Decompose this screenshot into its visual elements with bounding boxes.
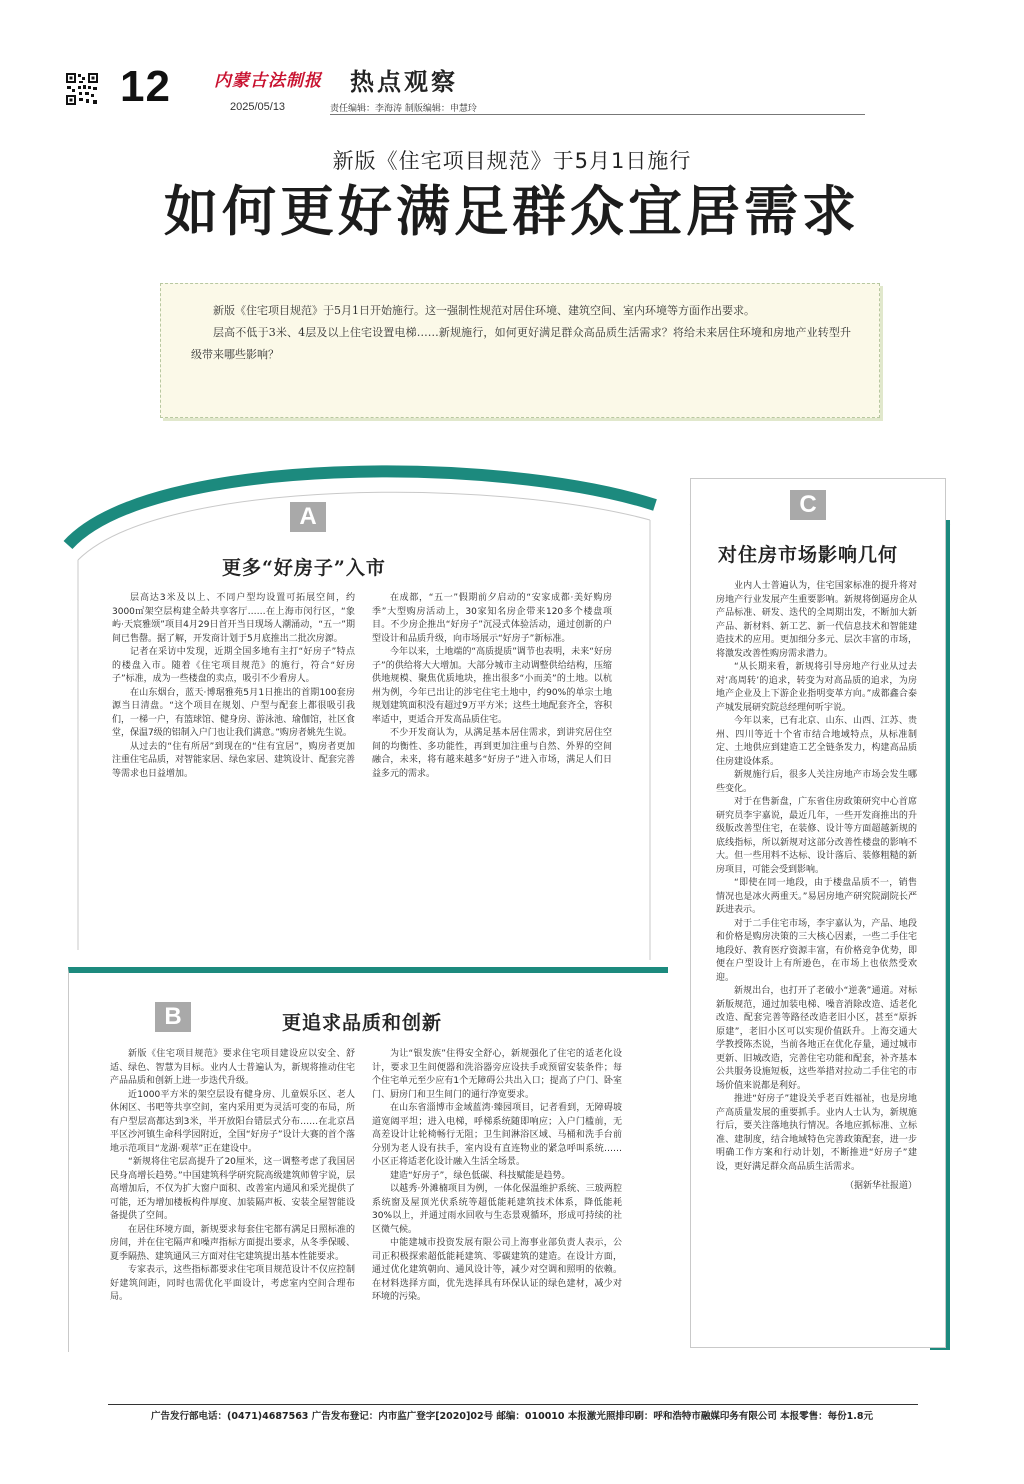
paragraph: 以越秀·外滩楠项目为例，一体化保温维护系统、三玻两腔系统窗及屋顶光伏系统等超低能耗建筑技术体系，降低能耗30%以上，并通过雨水回收与生态景观循环，形成可持续的社区微气候。 <box>372 1184 622 1235</box>
paragraph: “即使在同一地段，由于楼盘品质不一，销售情况也是冰火两重天。”易居房地产研究院副院长严跃进表示。 <box>716 878 917 915</box>
paragraph: “新规将住宅层高提升了20厘米，这一调整考虑了我国居民身高增长趋势。”中国建筑科学研究院高级建筑师曾宇说，层高增加后，不仅为扩大窗户面积、改善室内通风和采光提供了可能，还为增加楼板构件厚度、加装隔声板、安装全屋智能设备提供了空间。 <box>110 1157 355 1221</box>
footer-rule <box>108 1404 918 1405</box>
newspaper-name: 内蒙古法制报 <box>214 71 322 91</box>
section-b-letter: B <box>155 1002 191 1032</box>
qr-code-icon <box>65 72 99 106</box>
paragraph: 在成都，“五一”假期前夕启动的“安家成都·美好购房季”大型购房活动上，30家知名房企带来120多个楼盘项目。不少房企推出“好房子”沉浸式体验活动，通过创新的户型设计和品质升级，向市场展示“好房子”新标准。 <box>372 593 612 644</box>
paragraph: 不少开发商认为，从满足基本居住需求，到讲究居住空间的均衡性、多功能性，再到更加注重与自然、外界的空间融合，未来，将有越来越多“好房子”进入市场，满足人们日益多元的需求。 <box>372 728 612 779</box>
editors-line: 责任编辑：李海涛 制版编辑：申慧玲 <box>330 104 477 114</box>
paragraph: 从过去的“住有所居”到现在的“住有宜居”，购房者更加注重住宅品质，对智能家居、绿色家居、建筑设计、配套完善等需求也日益增加。 <box>112 741 356 779</box>
paragraph: 新规出台，也打开了老破小“逆袭”通道。对标新版规范，通过加装电梯、噪音消除改造、适老化改造、配套完善等路径改造老旧小区，甚至“原拆原建”，老旧小区可以实现价值跃升。上海交通大学教授陈杰说，当前各地正在优化存量，通过城市更新、旧城改造，完善住宅功能和配套，补齐基本公共服务设施短板，这些举措对拉动二手住宅的市场价值来说都是利好。 <box>716 986 917 1091</box>
paragraph: 今年以来，已有北京、山东、山西、江苏、贵州、四川等近十个省市结合地域特点，从标准制定、土地供应到建造工艺全链条发力，构建高品质住房建设体系。 <box>716 716 917 767</box>
paragraph: 中能建城市投资发展有限公司上海事业部负责人表示，公司正积极探索超低能耗建筑、零碳建筑的建造。在设计方面，通过优化建筑朝向、通风设计等，减少对空调和照明的依赖。在材料选择方面，优先选择具有环保认证的绿色建材，减少对环境的污染。 <box>372 1238 622 1302</box>
paragraph: 新规施行后，很多人关注房地产市场会发生哪些变化。 <box>716 770 917 794</box>
paragraph: “从长期来看，新规将引导房地产行业从过去对‘高周转’的追求，转变为对高品质的追求，为房地产企业及上下游企业指明变革方向。”成都鑫合泰产城发展研究院总经理何听宇说。 <box>716 662 917 713</box>
section-c-column <box>716 580 917 1194</box>
paragraph: 记者在采访中发现，近期全国多地有主打“好房子”特点的楼盘入市。随着《住宅项目规范》的施行，符合“好房子”标准，成为一些楼盘的卖点，吸引不少看房人。 <box>112 647 355 684</box>
paragraph: 近1000平方米的架空层设有健身房、儿童娱乐区、老人休闲区、书吧等共享空间，室内采用更为灵活可变的布局，所有户型层高都达到3米，半开放阳台错层式分布……在北京昌平区沙河镇生命科学园附近，全国“好房子”设计大赛的首个落地示范项目“龙湖·观萃”正在建设中。 <box>110 1089 355 1154</box>
paragraph: 推进“好房子”建设关乎老百姓福祉，也是房地产高质量发展的重要抓手。业内人士认为，新规施行后，要关注落地执行情况。各地应抓标准、立标准、建制度，结合地域特色完善政策配套，进一步明确工作方案和行动计划，不断推进“好房子”建设，更好满足群众高品质生活需求。 <box>716 1094 917 1172</box>
page-number: 12 <box>120 62 171 111</box>
section-a-title: 更多“好房子”入市 <box>222 557 386 579</box>
lead-paragraph: 层高不低于3米、4层及以上住宅设置电梯……新规施行，如何更好满足群众高品质生活需求？将给未来居住环境和房地产业转型升级带来哪些影响？ <box>191 326 851 361</box>
section-c-letter: C <box>790 490 826 520</box>
paragraph: 业内人士普遍认为，住宅国家标准的提升将对房地产行业发展产生重要影响。新规将倒逼房企从产品标准、研发、迭代的全周期出发，不断加大新产品、新材料、新工艺、新一代信息技术和智能建造技术的应用。更加细分多元、层次丰富的市场，将激发改善性购房需求潜力。 <box>716 581 917 659</box>
issue-date: 2025/05/13 <box>230 101 286 113</box>
paragraph: 建造“好房子”，绿色低碳、科技赋能是趋势。 <box>390 1170 571 1181</box>
section-name: 热点观察 <box>350 67 458 96</box>
section-b-column-2 <box>372 1048 622 1305</box>
paragraph: 对于二手住宅市场，李宇嘉认为，产品、地段和价格是购房决策的三大核心因素，一些二手住宅地段好、教育医疗资源丰富，有价格竞争优势，即便在户型设计上有所逊色，在市场上也依然受欢迎。 <box>716 918 917 983</box>
paragraph: 层高达3米及以上、不同户型均设置可拓展空间，约3000㎡架空层构建全龄共享客厅……在上海市闵行区，“象屿·天宸雅颂”项目4月29日首开当日现场人潮涌动，“五一”期间已售罄。据了解，开发商计划于5月底推出二批次房源。 <box>112 593 355 644</box>
lead-box <box>160 283 880 418</box>
section-b-title: 更追求品质和创新 <box>282 1012 443 1034</box>
footer-info: 广告发行部电话：(0471)4687563 广告发布登记：内市监广登字[2020]02号 邮编：010010 本报激光照排印刷：呼和浩特市融媒印务有限公司 本报零售：每份1.8元 <box>151 1411 873 1422</box>
section-c-title: 对住房市场影响几何 <box>718 544 899 566</box>
section-a-letter: A <box>290 502 326 532</box>
paragraph: 在山东烟台，蓝天·博琚雅苑5月1日推出的首期100套房源当日清盘。“这个项目在规划、户型与配套上都很吸引我们，一梯一户，有篮球馆、健身房、游泳池、瑜伽馆，社区食堂，保温7级的铝制入户门也让我们满意。”购房者姚先生说。 <box>112 687 356 738</box>
section-a-column-2 <box>372 592 612 781</box>
paragraph: 新版《住宅项目规范》要求住宅项目建设应以安全、舒适、绿色、智慧为目标。业内人士普遍认为，新规将推动住宅产品品质和创新上进一步迭代升级。 <box>110 1049 355 1086</box>
paragraph: 为让“银发族”住得安全舒心，新规强化了住宅的适老化设计，要求卫生间便器和洗浴器旁应设扶手或预留安装条件；每个住宅单元至少应有1个无障碍公共出入口；提高了户门、卧室门、厨房门和卫生间门的通行净宽要求。 <box>372 1049 622 1100</box>
paragraph: 今年以来，土地端的“高质提质”调节也表明，未来“好房子”的供给将大大增加。大部分城市主动调整供给结构，压缩供地规模、聚焦优质地块，推出很多“小而美”的土地。以杭州为例，今年已出让的涉宅住宅土地中，约90%的单宗土地规划建筑面积没有超过9万平方米；这些土地配套齐全，容积率适中，更适合开发高品质住宅。 <box>372 647 612 725</box>
source-credit: （据新华社报道） <box>844 1181 917 1191</box>
section-a-column-1 <box>112 592 355 781</box>
header-rule <box>330 114 865 115</box>
paragraph: 对于在售新盘，广东省住房政策研究中心首席研究员李宇嘉说，最近几年，一些开发商推出的升级版改善型住宅，在装修、设计等方面超越新规的底线指标，所以新规对这部分改善性楼盘的影响不大。但一些用料不达标、设计落后、装修粗糙的新房项目，可能会受到影响。 <box>716 797 917 875</box>
paragraph: 在居住环境方面，新规要求每套住宅都有满足日照标准的房间，并在住宅隔声和噪声指标方面提出要求，从冬季保暖、夏季隔热、建筑通风三方面对住宅建筑提出基本性能要求。 <box>110 1224 355 1262</box>
article-title: 如何更好满足群众宜居需求 <box>164 179 860 243</box>
section-b-column-1 <box>110 1048 355 1305</box>
paragraph: 在山东省淄博市金域蓝湾·臻园项目，记者看到，无障碍坡道宽阔平坦；进入电梯，呼梯系统随即响应；入户门槛前，无高差设计让轮椅畅行无阻；卫生间淋浴区域、马桶和洗手台前分别为老人设有扶手，室内设有直连物业的紧急呼叫系统……小区正将适老化设计融入生活全场景。 <box>372 1103 622 1167</box>
article-subtitle: 新版《住宅项目规范》于5月1日施行 <box>332 149 692 173</box>
paragraph: 专家表示，这些指标都要求住宅项目规范设计不仅应控制好建筑间距，同时也需优化平面设计，考虑室内空间合理布局。 <box>110 1265 355 1302</box>
lead-paragraph: 新版《住宅项目规范》于5月1日开始施行。这一强制性规范对居住环境、建筑空间、室内环境等方面作出要求。 <box>213 304 755 317</box>
